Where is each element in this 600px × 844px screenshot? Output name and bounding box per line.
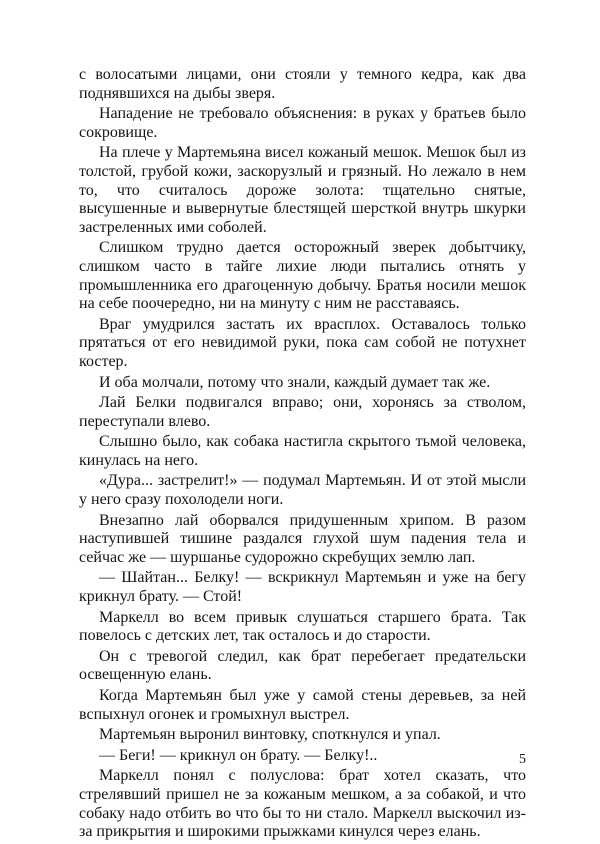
paragraph-1: с волосатыми лицами, они стояли у темного кедра, как два поднявшихся на дыбы зверя. (79, 66, 526, 102)
paragraph-8: Слышно было, как собака настигла скрытого тьмой человека, кинулась на него. (79, 433, 526, 469)
paragraph-5: Враг умудрился застать их врасплох. Оставалось только прятаться от его невидимой руки, пока сам собой не потухнет костер. (79, 315, 526, 370)
paragraph-17: Маркелл понял с полуслова: брат хотел сказать, что стрелявший пришел не за кожаным мешком, а за собакой, и что собаку надо отбить во что бы то ни стало. Маркелл выскочил из-за прикрытия и широкими прыжками кинулся через елань. (79, 767, 526, 841)
page-body (79, 66, 526, 844)
paragraph-7: Лай Белки подвигался вправо; они, хоронясь за стволом, переступали влево. (79, 394, 526, 430)
paragraph-13: Он с тревогой следил, как брат перебегает предательски освещенную елань. (79, 647, 526, 684)
paragraph-2: Нападение не требовало объяснения: в руках у братьев было сокровище. (79, 105, 526, 141)
paragraph-15: Мартемьян выронил винтовку, споткнулся и упал. (99, 726, 441, 744)
paragraph-9: «Дура... застрелит!» — подумал Мартемьян. И от этой мысли у него сразу похолодели ноги. (79, 472, 526, 509)
page-number: 5 (519, 752, 526, 767)
paragraph-16: — Беги! — крикнул он брату. — Белку!.. (99, 746, 378, 764)
paragraph-14: Когда Мартемьян был уже у самой стены деревьев, за ней вспыхнул огонек и громыхнул выстрел. (79, 687, 526, 723)
paragraph-6: И оба молчали, потому что знали, каждый думает так же. (99, 373, 491, 391)
paragraph-3: На плече у Мартемьяна висел кожаный мешок. Мешок был из толстой, грубой кожи, заскорузлый и грязный. Но лежало в нем то, что считалось дороже золота: тщательно снятые, высушенные и вывернутые блестящей шерсткой внутрь шкурки застреленных ими соболей. (79, 144, 526, 236)
paragraph-12: Маркелл во всем привык слушаться старшего брата. Так повелось с детских лет, так осталось и до старости. (79, 608, 526, 645)
paragraph-10: Внезапно лай оборвался придушенным хрипом. В разом наступившей тишине раздался глухой шум падения тела и сейчас же — шуршанье судорожно скребущих землю лап. (79, 511, 526, 566)
paragraph-4: Слишком трудно дается осторожный зверек добытчику, слишком часто в тайге лихие люди пытались отнять у промышленника его драгоценную добычу. Братья носили мешок на себе поочередно, ни на минуту с ним не расставаясь. (79, 239, 526, 313)
paragraph-11: — Шайтан... Белку! — вскрикнул Мартемьян и уже на бегу крикнул брату. — Стой! (79, 569, 526, 606)
